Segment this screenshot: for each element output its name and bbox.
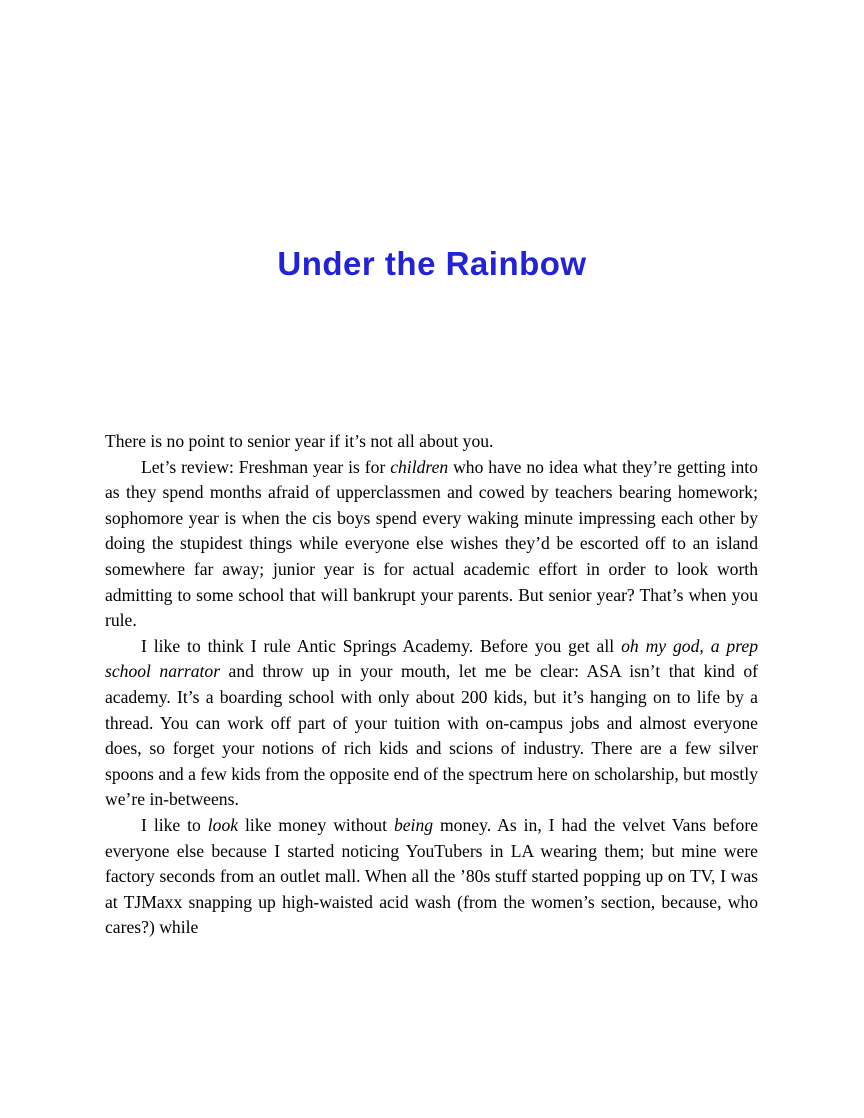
text-run: Let’s review: Freshman year is for: [141, 456, 391, 477]
paragraph: [105, 455, 758, 634]
paragraph: [105, 429, 758, 455]
text-run: and throw up in your mouth, let me be clear: ASA isn’t that kind of academy. It’s a boarding school with only about 200 kids, but it’s hanging on to life by a thread. You can work off part of your tuition with on-campus jobs and almost everyone does, so forget your notions of rich kids and scions of industry. There are a few silver spoons and a few kids from the opposite end of the spectrum here on scholarship, but mostly we’re in-betweens.: [105, 661, 758, 810]
italic-text-run: look: [207, 814, 239, 835]
text-run: money. As in, I had the velvet Vans before everyone else because I started noticing YouTubers in LA wearing them; but mine were factory seconds from an outlet mall. When all the ’80s stuff started popping up on TV, I was at TJMaxx snapping up high-waisted acid wash (from the women’s section, because, who cares?) while: [105, 814, 759, 938]
paragraph: [105, 634, 758, 813]
text-run: I like to: [141, 814, 208, 835]
italic-text-run: oh my god, a prep school narrator: [105, 635, 758, 682]
text-run: who have no idea what they’re getting into as they spend months afraid of upperclassmen and cowed by teachers bearing homework; sophomore year is when the cis boys spend every waking minute impressing each other by doing the stupidest things while everyone else wishes they’d be escorted off to an island somewhere far away; junior year is for actual academic effort in order to look worth admitting to some school that will bankrupt your parents. But senior year? That’s when you rule.: [105, 456, 758, 631]
italic-text-run: being: [393, 814, 434, 835]
text-run: There is no point to senior year if it’s not all about you.: [105, 431, 494, 451]
text-run: I like to think I rule Antic Springs Academy. Before you get all: [141, 635, 622, 656]
page-body: [105, 429, 758, 941]
italic-text-run: children: [390, 456, 449, 477]
chapter-title: Under the Rainbow: [277, 245, 587, 283]
paragraph: [105, 813, 758, 941]
text-run: like money without: [238, 814, 394, 835]
